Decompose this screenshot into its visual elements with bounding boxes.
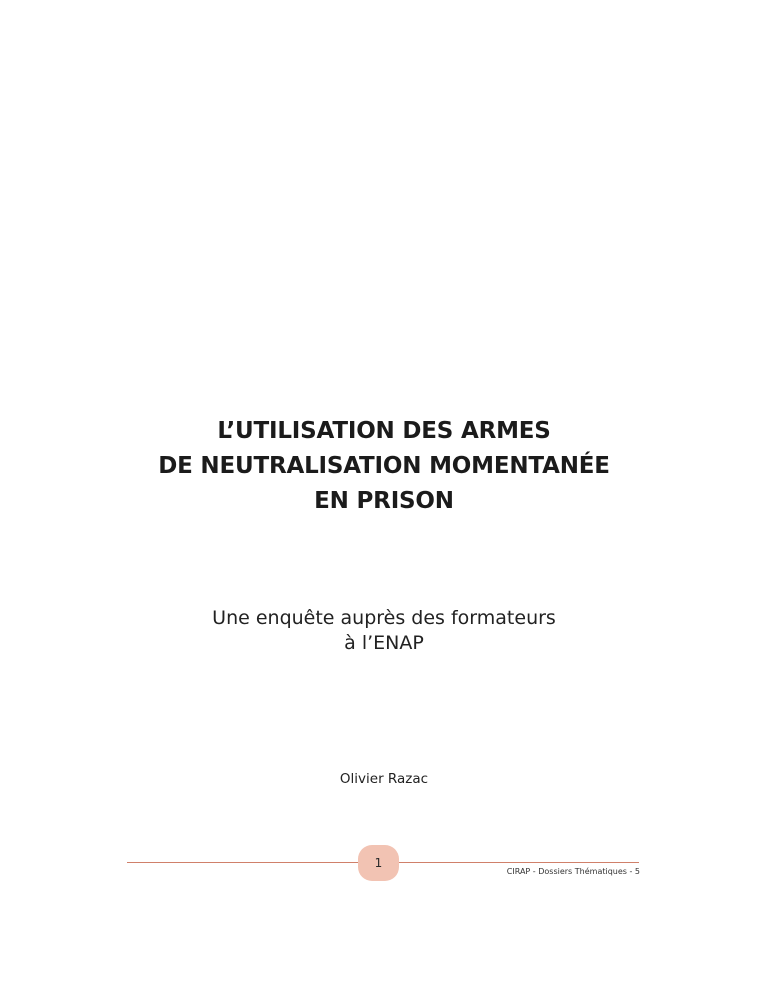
title-line: EN PRISON	[314, 488, 454, 514]
running-footer: CIRAP - Dossiers Thématiques - 5	[506, 867, 640, 876]
subtitle-line: à l’ENAP	[344, 632, 424, 654]
subtitle-line: Une enquête auprès des formateurs	[212, 607, 556, 629]
title-line: DE NEUTRALISATION MOMENTANÉE	[158, 453, 610, 479]
document-subtitle	[0, 606, 768, 656]
title-line: L’UTILISATION DES ARMES	[217, 418, 551, 444]
page-number-badge: 1	[358, 845, 399, 881]
document-author: Olivier Razac	[339, 771, 429, 787]
document-title	[0, 414, 768, 519]
